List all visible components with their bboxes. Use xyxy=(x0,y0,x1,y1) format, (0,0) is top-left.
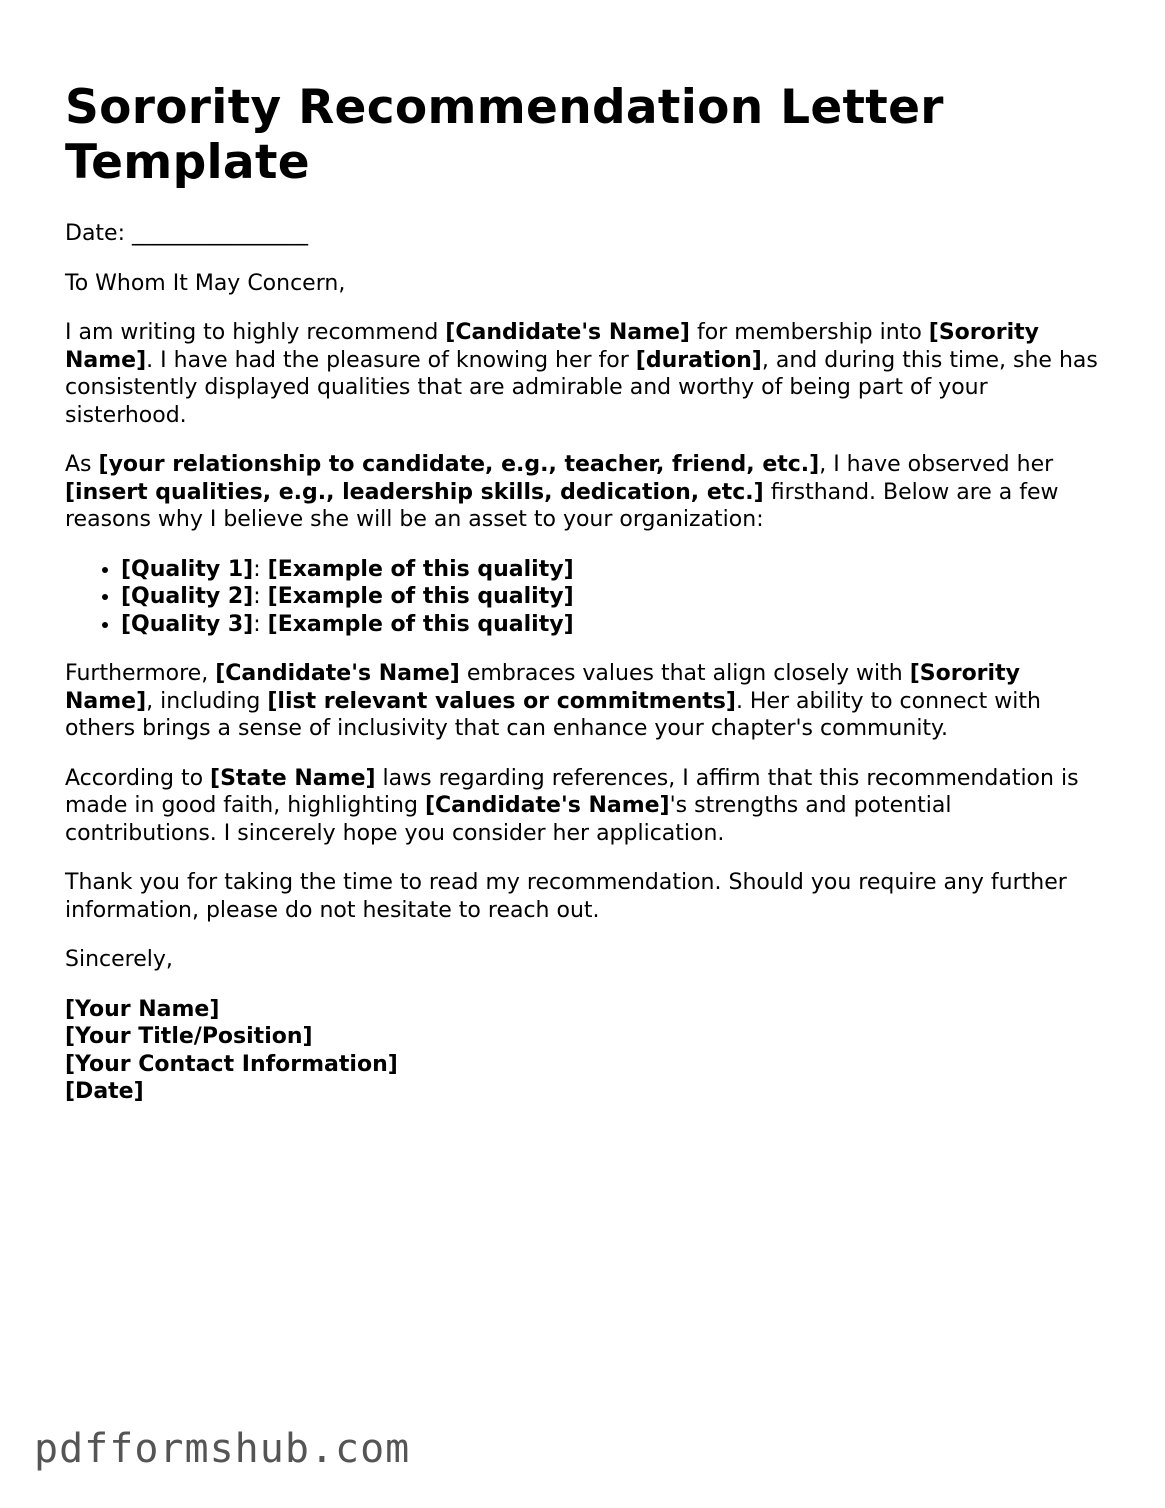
quality-name: [Quality 1] xyxy=(121,556,254,582)
placeholder-qualities: [insert qualities, e.g., leadership skills, dedication, etc.] xyxy=(65,479,764,505)
quality-example: [Example of this quality] xyxy=(267,584,574,609)
closing: Sincerely, xyxy=(65,947,173,972)
list-item xyxy=(121,583,1110,611)
signature-date: [Date] xyxy=(65,1079,144,1104)
text: , I have observed her xyxy=(819,452,1054,477)
text: 's strengths and potential contributions. I sincerely hope you consider her application. xyxy=(65,793,952,846)
placeholder-candidate-name: [Candidate's Name] xyxy=(215,661,460,686)
separator: : xyxy=(253,556,268,582)
letter-document xyxy=(65,80,1110,1106)
text: for membership into xyxy=(689,320,929,345)
text: According to xyxy=(65,765,211,791)
qualities-list xyxy=(65,556,1110,639)
relationship-paragraph xyxy=(65,451,1110,534)
date-line: Date: ________________ xyxy=(65,221,308,246)
placeholder-relationship: [your relationship to candidate, e.g., teacher, friend, etc.] xyxy=(98,452,820,477)
watermark: pdfformshub.com xyxy=(34,1426,411,1472)
placeholder-values: [list relevant values or commitments] xyxy=(267,688,736,714)
signature-block xyxy=(65,996,1110,1106)
placeholder-sorority-name: [Sorority Name] xyxy=(65,320,1040,373)
text: I am writing to highly recommend xyxy=(65,320,446,345)
separator: : xyxy=(253,611,268,637)
signature-contact: [Your Contact Information] xyxy=(65,1051,398,1077)
separator: : xyxy=(253,584,268,609)
placeholder-candidate-name: [Candidate's Name] xyxy=(445,320,690,345)
list-item xyxy=(121,611,1110,639)
placeholder-state-name: [State Name] xyxy=(210,765,376,791)
values-paragraph xyxy=(65,660,1110,743)
quality-example: [Example of this quality] xyxy=(267,556,574,582)
text: embraces values that align closely with xyxy=(459,661,910,686)
intro-paragraph xyxy=(65,319,1110,429)
quality-name: [Quality 3] xyxy=(121,611,254,637)
text: Furthermore, xyxy=(65,661,216,686)
text: laws regarding references, I affirm that this recommendation is made in good faith, highlighting xyxy=(65,765,1079,818)
greeting: To Whom It May Concern, xyxy=(65,270,346,296)
signature-name: [Your Name] xyxy=(65,996,220,1022)
text: firsthand. Below are a few reasons why I believe she will be an asset to your organization: xyxy=(65,479,1059,532)
text: , including xyxy=(146,688,268,714)
list-item xyxy=(121,556,1110,584)
text: . I have had the pleasure of knowing her for xyxy=(146,347,636,373)
thanks-paragraph: Thank you for taking the time to read my recommendation. Should you require any further information, please do not hesitate to reach out. xyxy=(65,870,1067,923)
legal-paragraph xyxy=(65,765,1110,848)
text: . Her ability to connect with others brings a sense of inclusivity that can enhance your chapter's community. xyxy=(65,688,1041,741)
placeholder-sorority-name: [Sorority Name] xyxy=(65,661,1020,714)
placeholder-duration: [duration] xyxy=(635,347,762,373)
text: As xyxy=(65,452,99,477)
quality-example: [Example of this quality] xyxy=(267,611,574,637)
placeholder-candidate-name: [Candidate's Name] xyxy=(424,793,670,818)
text: , and during this time, she has consistently displayed qualities that are admirable and worthy of being part of your sisterhood. xyxy=(65,347,1098,428)
signature-title: [Your Title/Position] xyxy=(65,1024,313,1049)
page-title: Sorority Recommendation Letter Template xyxy=(65,80,944,190)
quality-name: [Quality 2] xyxy=(121,584,254,609)
